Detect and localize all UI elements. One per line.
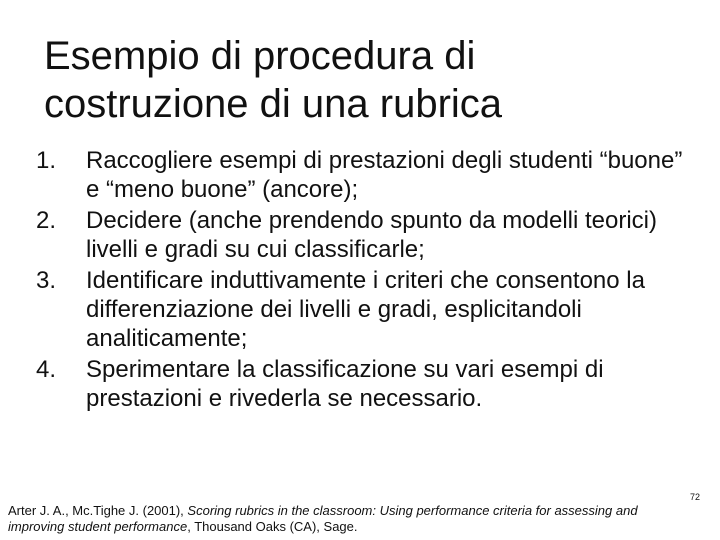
procedure-steps-list	[36, 146, 696, 415]
citation-publisher: , Thousand Oaks (CA), Sage.	[187, 519, 358, 534]
citation-reference	[8, 503, 668, 535]
list-item-step-3	[36, 266, 696, 353]
citation-authors: Arter J. A., Mc.Tighe J. (2001),	[8, 503, 188, 518]
slide-title: Esempio di procedura di costruzione di una rubrica	[44, 34, 503, 126]
step-number: 2.	[36, 207, 57, 234]
step-text: Decidere (anche prendendo spunto da modelli teorici) livelli e gradi su cui classificarle;	[86, 207, 658, 263]
step-text: Sperimentare la classificazione su vari esempi di prestazioni e rivederla se necessario.	[86, 356, 604, 412]
step-number: 3.	[36, 267, 57, 294]
list-item-step-4	[36, 355, 696, 413]
list-item-step-1	[36, 146, 696, 204]
step-number: 1.	[36, 147, 57, 174]
citation-book-title: Scoring rubrics in the classroom: Using performance criteria for assessing and improving student performance	[8, 503, 638, 534]
list-item-step-2	[36, 206, 696, 264]
step-number: 4.	[36, 356, 57, 383]
page-number: 72	[690, 492, 701, 502]
step-text: Identificare induttivamente i criteri che consentono la differenziazione dei livelli e gradi, esplicitandoli analiticamente;	[86, 267, 645, 352]
step-text: Raccogliere esempi di prestazioni degli studenti “buone” e “meno buone” (ancore);	[86, 147, 683, 203]
